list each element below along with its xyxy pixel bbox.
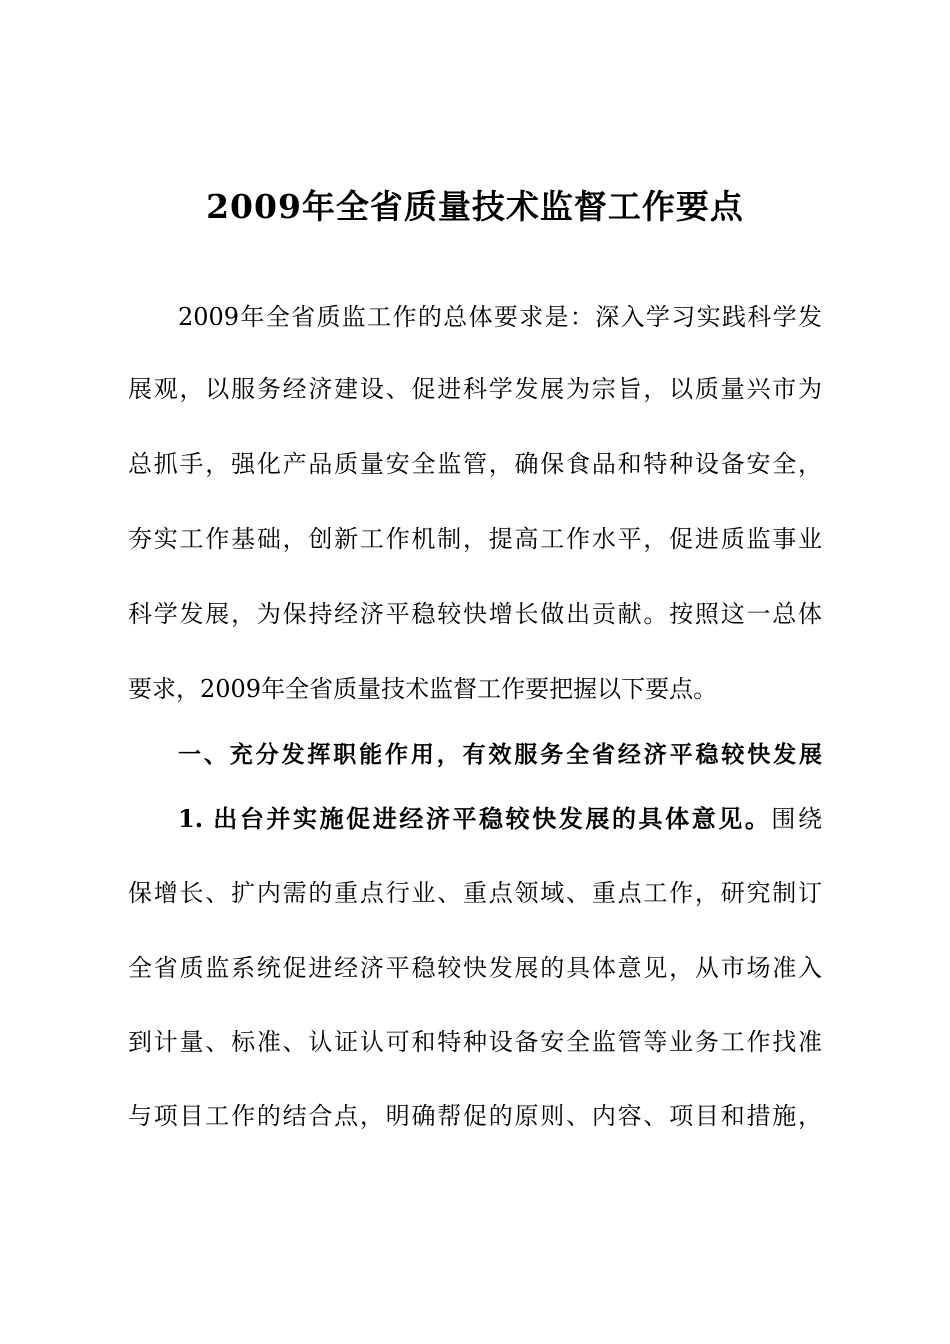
item-1-first-line-tail: 围绕 [771, 805, 822, 833]
item-1-number: 1. [178, 804, 204, 833]
item-1-line-5: 与项目工作的结合点，明确帮促的原则、内容、项目和措施， [128, 1102, 822, 1130]
document-title: 2009年全省质量技术监督工作要点 [206, 187, 744, 226]
item-1-line-3: 全省质监系统促进经济平稳较快发展的具体意见，从市场准入 [128, 954, 822, 982]
intro-line-4: 夯实工作基础，创新工作机制，提高工作水平，促进质监事业 [128, 525, 822, 553]
item-1-line-4: 到计量、标准、认证认可和特种设备安全监管等业务工作找准 [128, 1028, 822, 1056]
intro-line-1: 2009年全省质监工作的总体要求是：深入学习实践科学发 [178, 303, 822, 331]
section-heading: 一、充分发挥职能作用，有效服务全省经济平稳较快发展 [178, 742, 822, 768]
item-1-first-line [178, 799, 822, 839]
intro-line-2: 展观，以服务经济建设、促进科学发展为宗旨，以质量兴市为 [128, 375, 822, 403]
item-1-lead: 出台并实施促进经济平稳较快发展的具体意见。 [213, 804, 772, 833]
intro-line-3: 总抓手，强化产品质量安全监管，确保食品和特种设备安全， [128, 450, 822, 478]
item-1-line-2: 保增长、扩内需的重点行业、重点领域、重点工作，研究制订 [128, 879, 822, 907]
intro-line-5: 科学发展，为保持经济平稳较快增长做出贡献。按照这一总体 [128, 600, 822, 628]
intro-line-6: 要求，2009年全省质量技术监督工作要把握以下要点。 [128, 675, 718, 703]
